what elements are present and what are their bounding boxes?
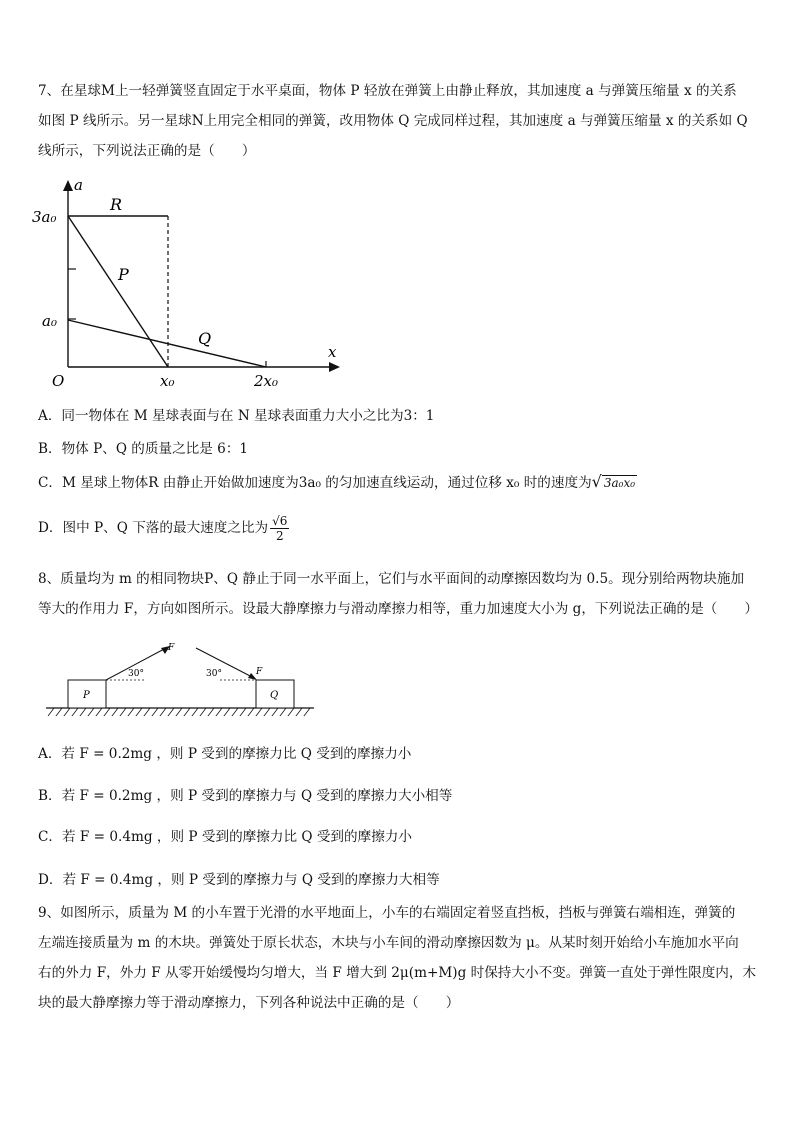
q8-line-1: 8、质量均为 m 的相同物块P、Q 静止于同一水平面上，它们与水平面间的动摩擦因数均为 0.5。现分别给两物块施加	[38, 571, 745, 587]
q7-graph-tick-2x0: 2x₀	[254, 372, 279, 390]
q7-option-c-text: C．M 星球上物体R 由静止开始做加速度为3a₀ 的匀加速直线运动，通过位移 x₀ 时的速度为	[38, 475, 592, 491]
q7-graph-y-label: a	[74, 176, 83, 194]
q9-line-2: 左端连接质量为 m 的木块。弹簧处于原长状态，木块与小车间的滑动摩擦因数为 μ。从某时刻开始给小车施加水平向	[38, 935, 739, 951]
q8-figure	[44, 640, 324, 720]
q7-line-2: 如图 P 线所示。另一星球N上用完全相同的弹簧，改用物体 Q 完成同样过程，其加速度 a 与弹簧压缩量 x 的关系如 Q	[38, 113, 748, 129]
q8-option-d: D．若 F = 0.4mg ，则 P 受到的摩擦力与 Q 受到的摩擦力大相等	[38, 872, 440, 888]
q7-option-d-text: D．图中 P、Q 下落的最大速度之比为	[38, 520, 269, 536]
q7-option-a: A．同一物体在 M 星球表面与在 N 星球表面重力大小之比为3：1	[38, 408, 435, 424]
q8-force-p-label: F	[168, 643, 175, 653]
q7-option-d-fraction	[270, 514, 289, 543]
q8-line-2: 等大的作用力 F，方向如图所示。设最大静摩擦力与滑动摩擦力相等，重力加速度大小为 g，下列说法正确的是（ ）	[38, 601, 759, 617]
q7-graph-tick-x0: x₀	[160, 372, 175, 390]
q7-line-1: 7、在星球M上一轻弹簧竖直固定于水平桌面，物体 P 轻放在弹簧上由静止释放，其加速度 a 与弹簧压缩量 x 的关系	[38, 83, 737, 99]
q8-option-a: A．若 F = 0.2mg ，则 P 受到的摩擦力比 Q 受到的摩擦力小	[38, 746, 412, 762]
q7-graph	[32, 172, 360, 392]
q7-option-c: C．M 星球上物体R 由静止开始做加速度为3a₀ 的匀加速直线运动，通过位移 x₀ 时的速度为√ 3a₀x₀	[38, 472, 636, 491]
q7-option-d-denominator: 2	[275, 529, 284, 543]
q7-graph-label-r: R	[110, 195, 123, 214]
q8-block-p-label: P	[83, 690, 90, 701]
q8-option-c: C．若 F = 0.4mg ，则 P 受到的摩擦力比 Q 受到的摩擦力小	[38, 829, 412, 845]
q7-line-3: 线所示，下列说法正确的是（ ）	[38, 143, 256, 159]
q7-graph-tick-3a0: 3a₀	[32, 208, 57, 226]
q8-option-b: B．若 F = 0.2mg ，则 P 受到的摩擦力与 Q 受到的摩擦力大小相等	[38, 788, 453, 804]
q7-graph-tick-a0: a₀	[42, 312, 57, 330]
question-7-stem	[38, 76, 760, 166]
q7-graph-label-q: Q	[198, 329, 212, 348]
q8-block-q-label: Q	[270, 690, 279, 701]
q7-graph-label-p: P	[118, 265, 129, 284]
q9-line-1: 9、如图所示，质量为 M 的小车置于光滑的水平地面上，小车的右端固定着竖直挡板，挡板与弹簧右端相连，弹簧的	[38, 905, 736, 921]
q8-angle-p-label: 30°	[128, 669, 144, 679]
q7-graph-origin: O	[52, 372, 65, 390]
q7-option-b: B．物体 P、Q 的质量之比是 6：1	[38, 441, 249, 457]
question-9-stem	[38, 898, 760, 1018]
q8-force-q-label: F	[256, 667, 263, 677]
q8-angle-q-label: 30°	[206, 669, 222, 679]
q7-option-c-math: 3a₀x₀	[603, 476, 636, 490]
q9-line-4: 块的最大静摩擦力等于滑动摩擦力，下列各种说法中正确的是（ ）	[38, 995, 460, 1011]
q9-line-3: 右的外力 F，外力 F 从零开始缓慢均匀增大，当 F 增大到 2μ(m+M)g 时保持大小不变。弹簧一直处于弹性限度内，木	[38, 965, 757, 981]
q7-graph-x-label: x	[328, 343, 337, 361]
q7-option-d	[38, 514, 289, 543]
question-8-stem	[38, 564, 760, 624]
q7-option-d-numerator: √6	[272, 514, 288, 528]
